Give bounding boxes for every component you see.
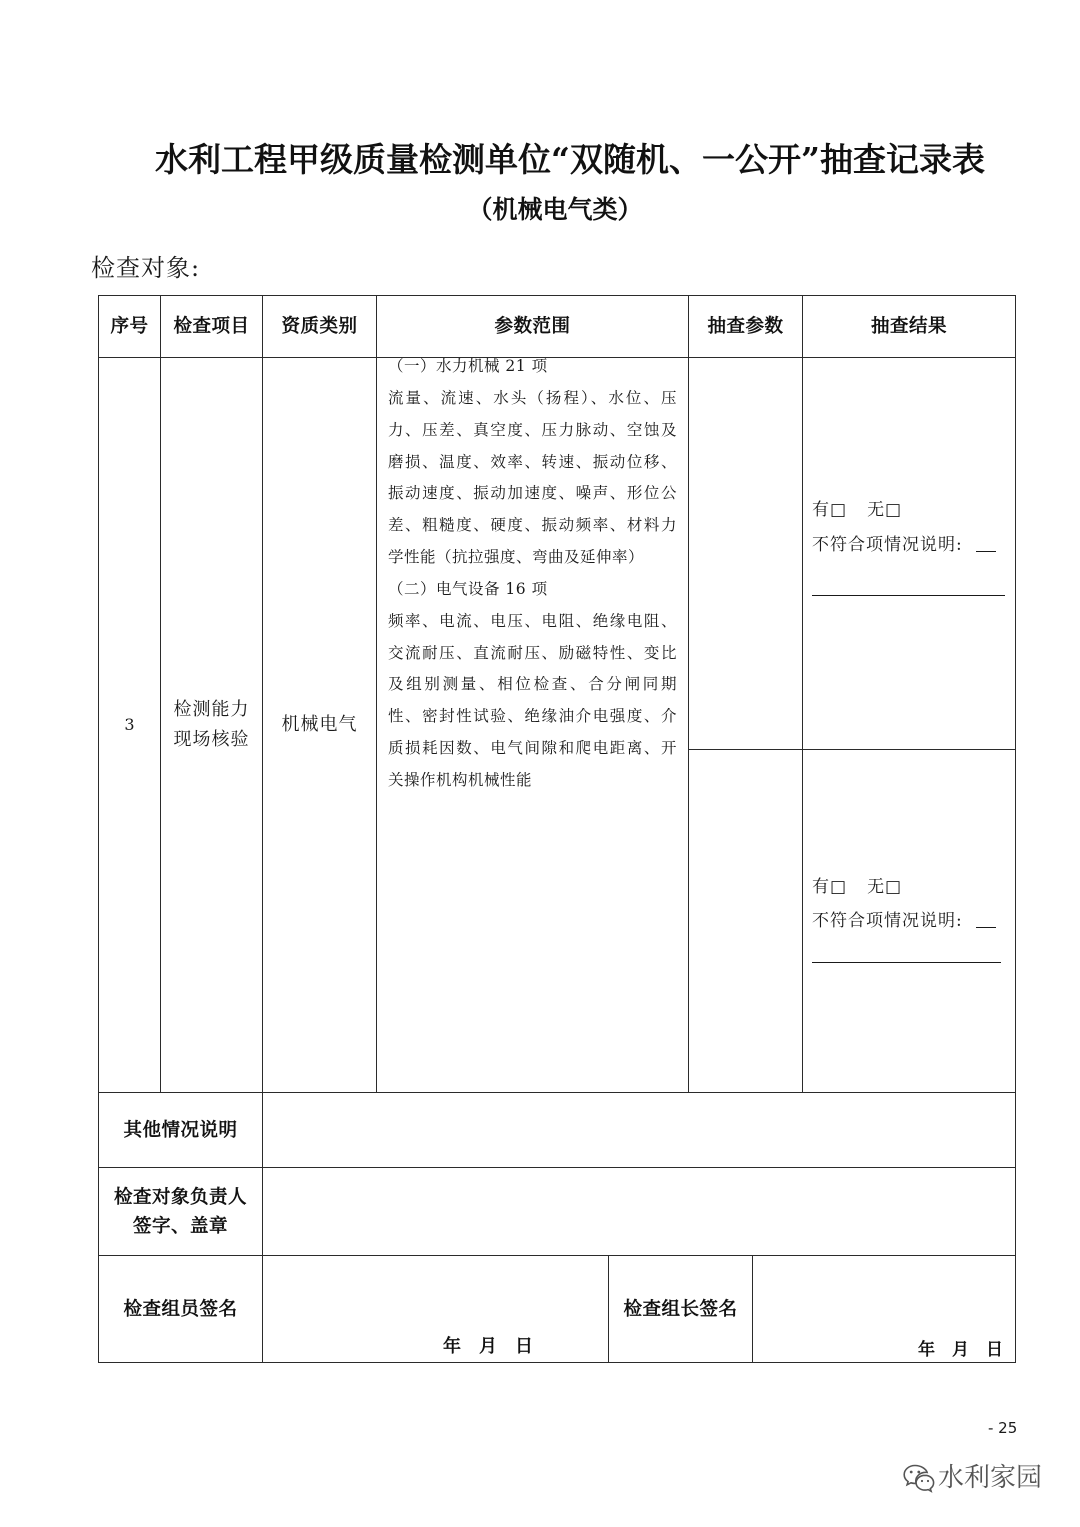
- cell-parameter-range: [376, 357, 689, 1093]
- wechat-icon: [903, 1463, 935, 1493]
- leader-signature-cell: [752, 1255, 1016, 1363]
- parameter-line: 质损耗因数、电气间隙和爬电距离、开: [388, 739, 677, 758]
- nonconformity-label: 不符合项情况说明:: [812, 911, 963, 931]
- member-signature-date: 年 月 日: [443, 1336, 533, 1357]
- nonconformity-description: [812, 532, 996, 558]
- other-notes-label-cell: [98, 1092, 263, 1168]
- result-options: [812, 874, 902, 900]
- parameter-group-heading: （一）水力机械 21 项: [388, 357, 548, 375]
- nonconformity-label: 不符合项情况说明:: [812, 535, 963, 555]
- page-number: - 25: [988, 1419, 1018, 1437]
- parameter-line: 流量、流速、水头（扬程）、水位、压: [388, 388, 677, 407]
- header-cell-serial: [98, 295, 161, 358]
- header-cell-inspection-result: [802, 295, 1016, 358]
- header-inspection-item-label: 检查项目: [173, 316, 250, 337]
- parameter-line: 频率、电流、电压、电阻、绝缘电阻、: [388, 611, 677, 630]
- parameter-line: 及组别测量、相位检查、合分闸同期: [388, 675, 677, 694]
- watermark-text: 水利家园: [938, 1463, 1043, 1493]
- header-parameter-range-label: 参数范围: [494, 316, 571, 337]
- parameter-line: 差、粗糙度、硬度、振动频率、材料力: [388, 516, 677, 535]
- option-yes-checkbox: 有□: [812, 877, 848, 897]
- leader-signature-label: 检查组长签名: [623, 1298, 738, 1320]
- header-qualification-category-label: 资质类别: [281, 316, 358, 337]
- nonconformity-description: [812, 908, 996, 934]
- cell-result-lower: [802, 749, 1016, 1093]
- header-cell-inspection-item: [160, 295, 263, 358]
- header-sampled-parameters-label: 抽查参数: [707, 316, 784, 337]
- header-cell-qualification-category: [262, 295, 377, 358]
- responsible-person-signature-cell: [262, 1167, 1016, 1256]
- header-cell-parameter-range: [376, 295, 689, 358]
- parameter-line: 交流耐压、直流耐压、励磁特性、变比: [388, 643, 677, 662]
- fill-in-blank: [976, 551, 996, 552]
- parameter-line: 力、压差、真空度、压力脉动、空蚀及: [388, 420, 677, 439]
- parameter-line: 振动速度、振动加速度、噪声、形位公: [388, 484, 677, 503]
- qualification-category-value: 机械电气: [281, 714, 358, 735]
- parameter-group-heading: （二）电气设备 16 项: [388, 579, 548, 598]
- parameter-line: 关操作机构机械性能: [388, 770, 533, 789]
- header-inspection-result-label: 抽查结果: [870, 316, 947, 337]
- member-signature-label: 检查组员签名: [123, 1298, 238, 1320]
- other-notes-value-cell: [262, 1092, 1016, 1168]
- cell-inspection-item: [160, 357, 263, 1093]
- cell-sampled-parameters-lower: [688, 749, 803, 1093]
- cell-result-upper: [802, 357, 1016, 750]
- header-serial-label: 序号: [110, 316, 149, 337]
- document-title: 水利工程甲级质量检测单位“双随机、一公开”抽查记录表: [155, 140, 985, 179]
- member-signature-cell: [262, 1255, 609, 1363]
- parameter-line: 学性能（抗拉强度、弯曲及延伸率）: [388, 548, 645, 567]
- leader-signature-label-cell: [608, 1255, 753, 1363]
- option-yes-checkbox: 有□: [812, 500, 848, 520]
- serial-number: 3: [124, 715, 135, 734]
- fill-in-blank: [976, 927, 996, 928]
- inspection-item-line: 现场核验: [173, 729, 250, 750]
- parameter-range-text: [388, 351, 677, 797]
- cell-serial: [98, 357, 161, 1093]
- responsible-person-label-cell: [98, 1167, 263, 1256]
- parameter-line: 磨损、温度、效率、转速、振动位移、: [388, 452, 677, 471]
- responsible-person-label-line: 签字、盖章: [132, 1215, 228, 1237]
- inspection-item-line: 检测能力: [173, 699, 250, 720]
- parameter-line: 性、密封性试验、绝缘油介电强度、介: [388, 707, 677, 726]
- other-notes-label: 其他情况说明: [123, 1119, 238, 1141]
- inspection-object-label: 检查对象:: [91, 254, 201, 282]
- cell-qualification-category: [262, 357, 377, 1093]
- result-options: [812, 497, 902, 523]
- option-no-checkbox: 无□: [867, 500, 903, 520]
- fill-in-line: [812, 595, 1005, 596]
- header-cell-sampled-parameters: [688, 295, 803, 358]
- fill-in-line: [812, 962, 1001, 963]
- cell-sampled-parameters-upper: [688, 357, 803, 750]
- leader-signature-date: 年 月 日: [918, 1340, 1003, 1360]
- option-no-checkbox: 无□: [867, 877, 903, 897]
- document-subtitle: （机械电气类）: [467, 195, 643, 224]
- responsible-person-label-line: 检查对象负责人: [113, 1186, 247, 1208]
- member-signature-label-cell: [98, 1255, 263, 1363]
